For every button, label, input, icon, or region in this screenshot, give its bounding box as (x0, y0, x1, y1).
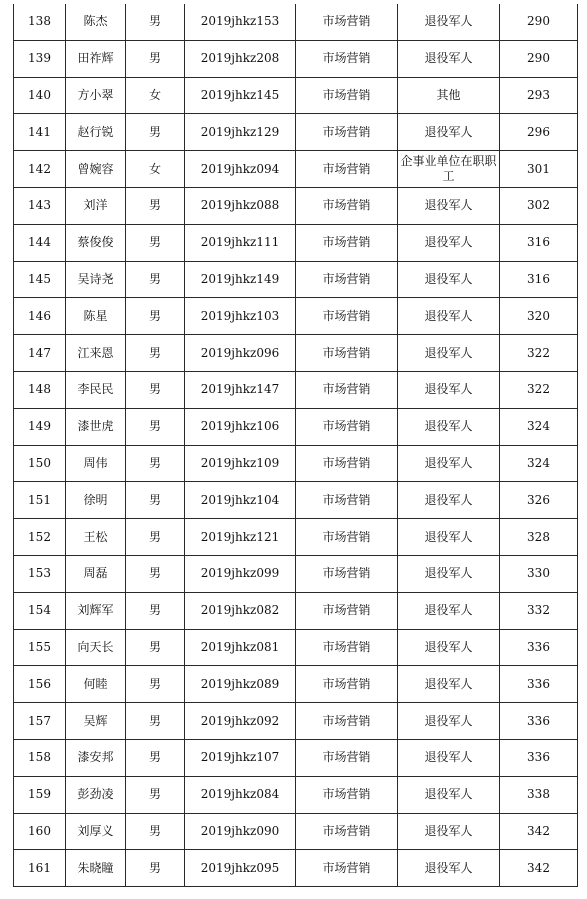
table-row (14, 813, 578, 850)
cell-major: 市场营销 (296, 151, 398, 188)
cell-name: 漆世虎 (66, 408, 126, 445)
cell-major: 市场营销 (296, 261, 398, 298)
cell-category: 退役军人 (398, 666, 500, 703)
cell-sex: 男 (126, 482, 185, 519)
cell-category: 其他 (398, 77, 500, 114)
cell-sex: 男 (126, 629, 185, 666)
cell-exam-id: 2019jhkz081 (185, 629, 296, 666)
cell-number: 149 (14, 408, 66, 445)
cell-sex: 男 (126, 40, 185, 77)
cell-number: 148 (14, 371, 66, 408)
cell-sex: 男 (126, 114, 185, 151)
cell-number: 158 (14, 739, 66, 776)
cell-number: 140 (14, 77, 66, 114)
cell-category: 退役军人 (398, 519, 500, 556)
table-row (14, 408, 578, 445)
cell-name: 赵行锐 (66, 114, 126, 151)
cell-category: 退役军人 (398, 813, 500, 850)
cell-number: 150 (14, 445, 66, 482)
cell-sex: 男 (126, 408, 185, 445)
cell-major: 市场营销 (296, 445, 398, 482)
cell-sex: 男 (126, 335, 185, 372)
cell-name: 何睦 (66, 666, 126, 703)
table-row (14, 629, 578, 666)
cell-major: 市场营销 (296, 77, 398, 114)
cell-exam-id: 2019jhkz145 (185, 77, 296, 114)
table-row (14, 850, 578, 887)
cell-category: 退役军人 (398, 482, 500, 519)
cell-major: 市场营销 (296, 666, 398, 703)
cell-sex: 男 (126, 592, 185, 629)
cell-number: 161 (14, 850, 66, 887)
document-page (13, 4, 577, 887)
cell-score: 296 (500, 114, 578, 151)
cell-major: 市场营销 (296, 114, 398, 151)
cell-exam-id: 2019jhkz082 (185, 592, 296, 629)
cell-sex: 男 (126, 371, 185, 408)
cell-major: 市场营销 (296, 813, 398, 850)
cell-number: 138 (14, 4, 66, 40)
cell-number: 156 (14, 666, 66, 703)
cell-number: 141 (14, 114, 66, 151)
cell-exam-id: 2019jhkz095 (185, 850, 296, 887)
table-row (14, 739, 578, 776)
cell-sex: 男 (126, 555, 185, 592)
cell-score: 316 (500, 224, 578, 261)
cell-exam-id: 2019jhkz153 (185, 4, 296, 40)
cell-name: 周磊 (66, 555, 126, 592)
cell-major: 市场营销 (296, 739, 398, 776)
cell-major: 市场营销 (296, 4, 398, 40)
table-row (14, 555, 578, 592)
cell-major: 市场营销 (296, 408, 398, 445)
cell-sex: 男 (126, 261, 185, 298)
cell-sex: 男 (126, 187, 185, 224)
cell-category: 退役军人 (398, 298, 500, 335)
cell-score: 290 (500, 40, 578, 77)
table-row (14, 40, 578, 77)
cell-name: 曾婉容 (66, 151, 126, 188)
table-row (14, 519, 578, 556)
table-row (14, 592, 578, 629)
cell-category: 退役军人 (398, 4, 500, 40)
cell-number: 155 (14, 629, 66, 666)
cell-number: 159 (14, 776, 66, 813)
cell-exam-id: 2019jhkz149 (185, 261, 296, 298)
cell-category: 退役军人 (398, 224, 500, 261)
cell-number: 154 (14, 592, 66, 629)
cell-name: 方小翠 (66, 77, 126, 114)
cell-exam-id: 2019jhkz099 (185, 555, 296, 592)
cell-number: 139 (14, 40, 66, 77)
cell-sex: 女 (126, 151, 185, 188)
cell-number: 157 (14, 703, 66, 740)
cell-category: 退役军人 (398, 40, 500, 77)
cell-name: 徐明 (66, 482, 126, 519)
table-row (14, 77, 578, 114)
cell-score: 324 (500, 445, 578, 482)
cell-name: 刘厚义 (66, 813, 126, 850)
cell-exam-id: 2019jhkz106 (185, 408, 296, 445)
cell-major: 市场营销 (296, 592, 398, 629)
cell-exam-id: 2019jhkz111 (185, 224, 296, 261)
cell-sex: 男 (126, 445, 185, 482)
table-body (14, 4, 578, 887)
cell-score: 336 (500, 629, 578, 666)
table-row (14, 4, 578, 40)
cell-number: 146 (14, 298, 66, 335)
cell-category: 退役军人 (398, 114, 500, 151)
cell-number: 142 (14, 151, 66, 188)
cell-major: 市场营销 (296, 519, 398, 556)
cell-category: 退役军人 (398, 371, 500, 408)
cell-category: 退役军人 (398, 261, 500, 298)
table-row (14, 298, 578, 335)
cell-exam-id: 2019jhkz104 (185, 482, 296, 519)
cell-sex: 男 (126, 776, 185, 813)
cell-exam-id: 2019jhkz121 (185, 519, 296, 556)
cell-category: 退役军人 (398, 850, 500, 887)
cell-category: 退役军人 (398, 187, 500, 224)
cell-number: 151 (14, 482, 66, 519)
cell-score: 324 (500, 408, 578, 445)
cell-category: 退役军人 (398, 776, 500, 813)
cell-category: 退役军人 (398, 555, 500, 592)
cell-exam-id: 2019jhkz096 (185, 335, 296, 372)
cell-score: 336 (500, 666, 578, 703)
cell-major: 市场营销 (296, 776, 398, 813)
cell-name: 漆安邦 (66, 739, 126, 776)
cell-exam-id: 2019jhkz090 (185, 813, 296, 850)
cell-score: 342 (500, 850, 578, 887)
cell-score: 326 (500, 482, 578, 519)
cell-category: 退役军人 (398, 592, 500, 629)
cell-major: 市场营销 (296, 629, 398, 666)
table-row (14, 703, 578, 740)
table-row (14, 445, 578, 482)
cell-name: 朱晓瞳 (66, 850, 126, 887)
cell-score: 332 (500, 592, 578, 629)
cell-name: 彭劲凌 (66, 776, 126, 813)
cell-score: 320 (500, 298, 578, 335)
cell-name: 田祚辉 (66, 40, 126, 77)
cell-exam-id: 2019jhkz094 (185, 151, 296, 188)
cell-score: 322 (500, 335, 578, 372)
cell-number: 160 (14, 813, 66, 850)
cell-name: 吴辉 (66, 703, 126, 740)
cell-name: 刘洋 (66, 187, 126, 224)
cell-exam-id: 2019jhkz129 (185, 114, 296, 151)
cell-sex: 男 (126, 850, 185, 887)
cell-exam-id: 2019jhkz109 (185, 445, 296, 482)
cell-exam-id: 2019jhkz103 (185, 298, 296, 335)
cell-number: 144 (14, 224, 66, 261)
cell-category: 退役军人 (398, 703, 500, 740)
cell-category: 退役军人 (398, 408, 500, 445)
table-row (14, 261, 578, 298)
cell-exam-id: 2019jhkz208 (185, 40, 296, 77)
table-row (14, 371, 578, 408)
cell-name: 向天长 (66, 629, 126, 666)
cell-number: 143 (14, 187, 66, 224)
cell-name: 刘辉军 (66, 592, 126, 629)
cell-number: 153 (14, 555, 66, 592)
cell-major: 市场营销 (296, 40, 398, 77)
table-row (14, 187, 578, 224)
cell-name: 李民民 (66, 371, 126, 408)
cell-exam-id: 2019jhkz089 (185, 666, 296, 703)
candidate-table (13, 4, 578, 887)
cell-name: 蔡俊俊 (66, 224, 126, 261)
cell-sex: 男 (126, 4, 185, 40)
cell-score: 338 (500, 776, 578, 813)
cell-sex: 男 (126, 224, 185, 261)
cell-major: 市场营销 (296, 187, 398, 224)
cell-sex: 男 (126, 519, 185, 556)
cell-score: 336 (500, 739, 578, 776)
cell-score: 322 (500, 371, 578, 408)
cell-sex: 男 (126, 813, 185, 850)
cell-name: 吴诗尧 (66, 261, 126, 298)
cell-score: 301 (500, 151, 578, 188)
table-row (14, 224, 578, 261)
cell-major: 市场营销 (296, 555, 398, 592)
cell-category: 企事业单位在职职工 (398, 151, 500, 188)
cell-name: 陈杰 (66, 4, 126, 40)
table-row (14, 776, 578, 813)
cell-sex: 男 (126, 298, 185, 335)
cell-exam-id: 2019jhkz092 (185, 703, 296, 740)
cell-category: 退役军人 (398, 445, 500, 482)
cell-score: 328 (500, 519, 578, 556)
cell-name: 江来恩 (66, 335, 126, 372)
cell-major: 市场营销 (296, 482, 398, 519)
table-row (14, 482, 578, 519)
cell-category: 退役军人 (398, 629, 500, 666)
cell-exam-id: 2019jhkz147 (185, 371, 296, 408)
cell-major: 市场营销 (296, 371, 398, 408)
cell-sex: 男 (126, 703, 185, 740)
cell-score: 293 (500, 77, 578, 114)
table-row (14, 335, 578, 372)
cell-major: 市场营销 (296, 703, 398, 740)
cell-score: 290 (500, 4, 578, 40)
cell-score: 336 (500, 703, 578, 740)
cell-exam-id: 2019jhkz088 (185, 187, 296, 224)
cell-major: 市场营销 (296, 298, 398, 335)
cell-major: 市场营销 (296, 224, 398, 261)
cell-sex: 男 (126, 666, 185, 703)
cell-score: 330 (500, 555, 578, 592)
cell-name: 周伟 (66, 445, 126, 482)
table-row (14, 151, 578, 188)
cell-number: 147 (14, 335, 66, 372)
cell-score: 342 (500, 813, 578, 850)
cell-name: 王松 (66, 519, 126, 556)
cell-score: 302 (500, 187, 578, 224)
cell-category: 退役军人 (398, 739, 500, 776)
cell-category: 退役军人 (398, 335, 500, 372)
table-row (14, 666, 578, 703)
cell-sex: 男 (126, 739, 185, 776)
cell-sex: 女 (126, 77, 185, 114)
cell-score: 316 (500, 261, 578, 298)
cell-major: 市场营销 (296, 850, 398, 887)
table-row (14, 114, 578, 151)
cell-number: 145 (14, 261, 66, 298)
cell-name: 陈星 (66, 298, 126, 335)
cell-exam-id: 2019jhkz084 (185, 776, 296, 813)
cell-exam-id: 2019jhkz107 (185, 739, 296, 776)
cell-major: 市场营销 (296, 335, 398, 372)
cell-number: 152 (14, 519, 66, 556)
